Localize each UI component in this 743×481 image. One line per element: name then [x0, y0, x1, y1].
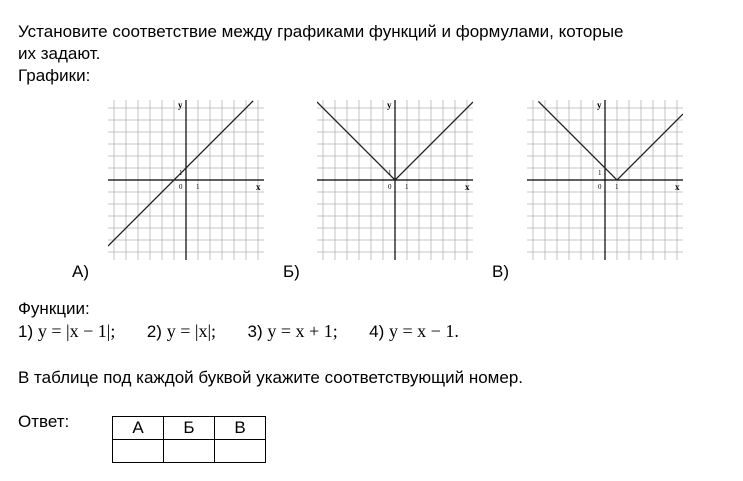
function-graph-line — [108, 101, 253, 246]
graph-v — [527, 100, 683, 260]
answer-cell-a[interactable] — [113, 440, 164, 463]
y-axis-label: y — [178, 100, 183, 110]
function-2-number: 2) — [146, 322, 162, 341]
x-axis-label: x — [256, 182, 261, 192]
unit-y-label: 1 — [388, 169, 392, 177]
functions-list — [18, 321, 459, 342]
unit-y-label: 1 — [179, 169, 183, 177]
instruction-text: В таблице под каждой буквой укажите соответствующий номер. — [18, 368, 524, 387]
graph-v-label: В) — [492, 262, 509, 281]
function-1-number: 1) — [18, 322, 34, 341]
graph-a-label: А) — [72, 262, 89, 281]
origin-label: 0 — [179, 183, 183, 191]
origin-label: 0 — [388, 183, 392, 191]
function-1-formula: y = |x − 1|; — [37, 321, 116, 341]
function-3-number: 3) — [247, 322, 263, 341]
graph-a — [108, 100, 264, 260]
y-axis-label: y — [597, 100, 602, 110]
function-2-formula: y = |x|; — [166, 321, 217, 341]
graphs-heading: Графики: — [18, 66, 91, 85]
unit-x-label: 1 — [405, 183, 409, 191]
answer-header-a: А — [113, 417, 164, 440]
answer-table — [112, 416, 266, 463]
function-4-formula: y = x − 1. — [389, 321, 459, 341]
function-4-number: 4) — [369, 322, 385, 341]
answer-cell-v[interactable] — [215, 440, 266, 463]
y-axis-label: y — [387, 100, 392, 110]
answer-label: Ответ: — [18, 412, 70, 431]
x-axis-label: x — [675, 182, 680, 192]
function-3-formula: y = x + 1; — [267, 321, 338, 341]
unit-y-label: 1 — [598, 169, 602, 177]
functions-heading: Функции: — [18, 299, 90, 318]
task-text-line1: Установите соответствие между графиками функций и формулами, которые — [18, 22, 624, 41]
answer-header-b: Б — [164, 417, 215, 440]
task-text-line2: их задают. — [18, 44, 101, 63]
graph-b — [317, 100, 473, 260]
origin-label: 0 — [598, 183, 602, 191]
x-axis-label: x — [465, 182, 470, 192]
unit-x-label: 1 — [615, 183, 619, 191]
answer-cell-b[interactable] — [164, 440, 215, 463]
unit-x-label: 1 — [196, 183, 200, 191]
graph-b-label: Б) — [283, 262, 300, 281]
answer-header-v: В — [215, 417, 266, 440]
